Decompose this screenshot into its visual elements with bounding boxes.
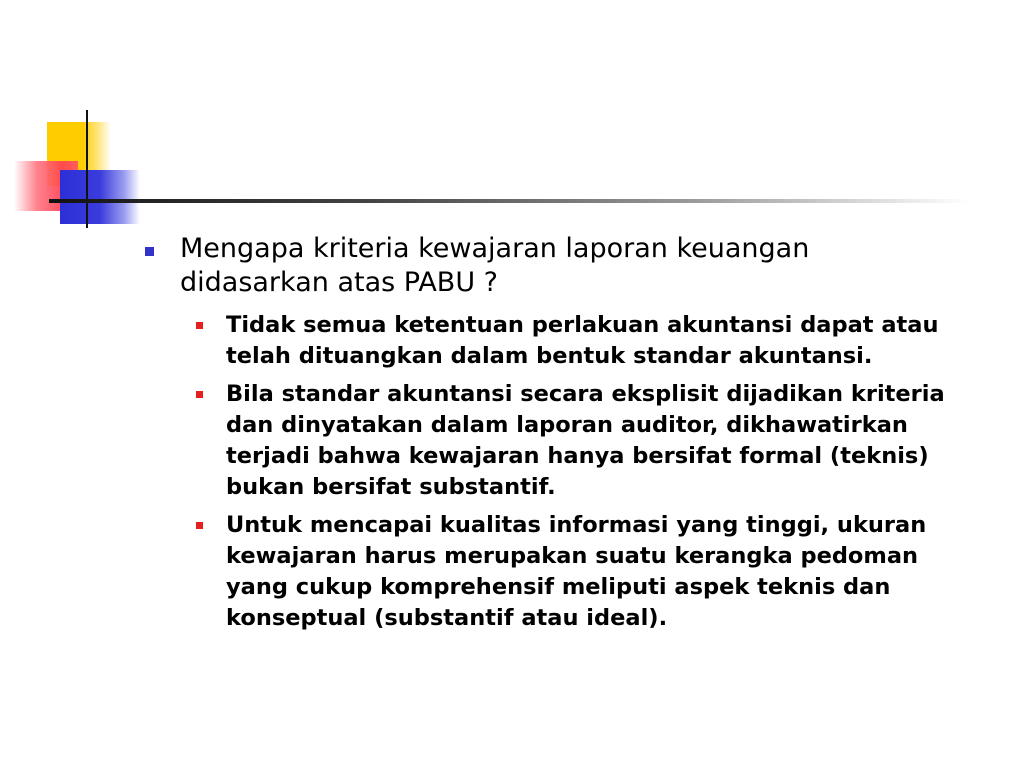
- slide-content: [145, 232, 995, 634]
- vertical-line-decoration: [86, 110, 88, 228]
- blue-square-decoration: [60, 170, 140, 224]
- square-bullet-icon: [196, 391, 203, 398]
- square-bullet-icon: [196, 322, 203, 329]
- main-bullet-text: Mengapa kriteria kewajaran laporan keuangan didasarkan atas PABU ?: [180, 233, 810, 298]
- square-bullet-icon: [196, 522, 203, 529]
- sub-bullet-item: [196, 379, 995, 503]
- sub-bullet-item: [196, 310, 995, 372]
- sub-bullet-text: Untuk mencapai kualitas informasi yang tinggi, ukuran kewajaran harus merupakan suatu kerangka pedoman yang cukup komprehensif meliputi aspek teknis dan konseptual (substantif atau ideal).: [226, 512, 927, 631]
- square-bullet-icon: [145, 247, 154, 256]
- sub-bullet-text: Bila standar akuntansi secara eksplisit dijadikan kriteria dan dinyatakan dalam laporan auditor, dikhawatirkan terjadi bahwa kewajaran hanya bersifat formal (teknis) bukan bersifat substantif.: [226, 381, 945, 500]
- sub-bullet-text: Tidak semua ketentuan perlakuan akuntansi dapat atau telah dituangkan dalam bentuk standar akuntansi.: [226, 312, 939, 369]
- main-bullet-item: [145, 232, 995, 300]
- title-divider-line: [49, 199, 969, 203]
- sub-bullet-item: [196, 510, 995, 634]
